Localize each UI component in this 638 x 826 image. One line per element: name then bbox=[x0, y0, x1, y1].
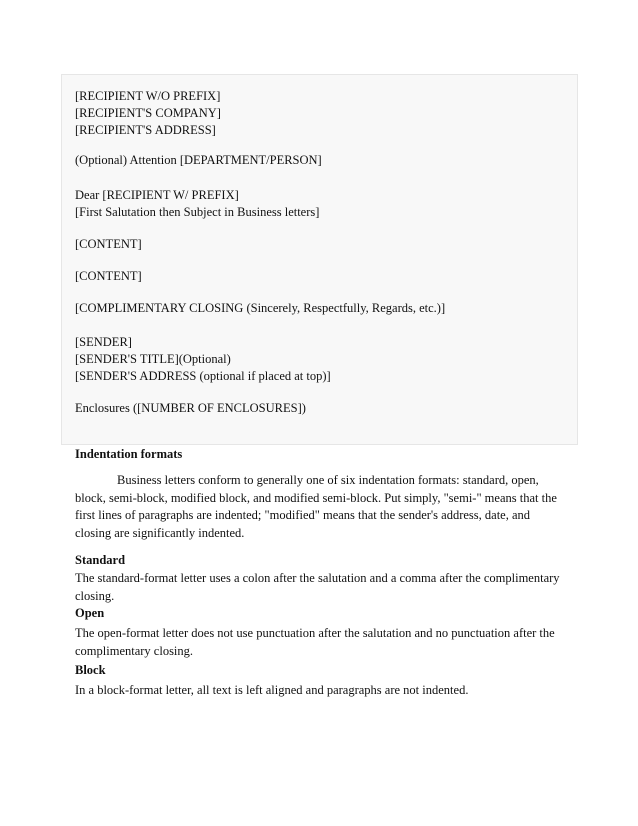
block-paragraph: In a block-format letter, all text is left aligned and paragraphs are not indented. bbox=[75, 683, 469, 697]
indentation-formats-heading: Indentation formats bbox=[75, 447, 183, 461]
indentation-formats-paragraph bbox=[75, 472, 565, 542]
complimentary-closing: [COMPLIMENTARY CLOSING (Sincerely, Respectfully, Regards, etc.)] bbox=[75, 301, 446, 315]
standard-paragraph: The standard-format letter uses a colon after the salutation and a comma after the complimentary closing. bbox=[75, 571, 560, 603]
dear-line: Dear [RECIPIENT W/ PREFIX] bbox=[75, 188, 239, 202]
block-heading: Block bbox=[75, 663, 106, 677]
sender-address: [SENDER'S ADDRESS (optional if placed at top)] bbox=[75, 369, 331, 383]
open-heading: Open bbox=[75, 606, 105, 620]
recipient-wo-prefix: [RECIPIENT W/O PREFIX] bbox=[75, 89, 221, 103]
recipient-address: [RECIPIENT'S ADDRESS] bbox=[75, 123, 216, 137]
enclosures-line: Enclosures ([NUMBER OF ENCLOSURES]) bbox=[75, 401, 306, 415]
open-paragraph: The open-format letter does not use punctuation after the salutation and no punctuation after the complimentary closing. bbox=[75, 626, 555, 658]
salutation-note: [First Salutation then Subject in Business letters] bbox=[75, 205, 320, 219]
standard-heading: Standard bbox=[75, 553, 126, 567]
content-placeholder-1: [CONTENT] bbox=[75, 237, 142, 251]
content-placeholder-2: [CONTENT] bbox=[75, 269, 142, 283]
sender-title: [SENDER'S TITLE](Optional) bbox=[75, 352, 231, 366]
sender-line: [SENDER] bbox=[75, 335, 132, 349]
recipient-company: [RECIPIENT'S COMPANY] bbox=[75, 106, 221, 120]
indentation-formats-text: Business letters conform to generally one of six indentation formats: standard, open, block, semi-block, modified block, and modified semi-block. Put simply, "semi-" means that the first lines of paragraphs are indented; "modified" means that the sender's address, date, and closing are significantly indented. bbox=[75, 473, 557, 540]
attention-line: (Optional) Attention [DEPARTMENT/PERSON] bbox=[75, 153, 322, 167]
